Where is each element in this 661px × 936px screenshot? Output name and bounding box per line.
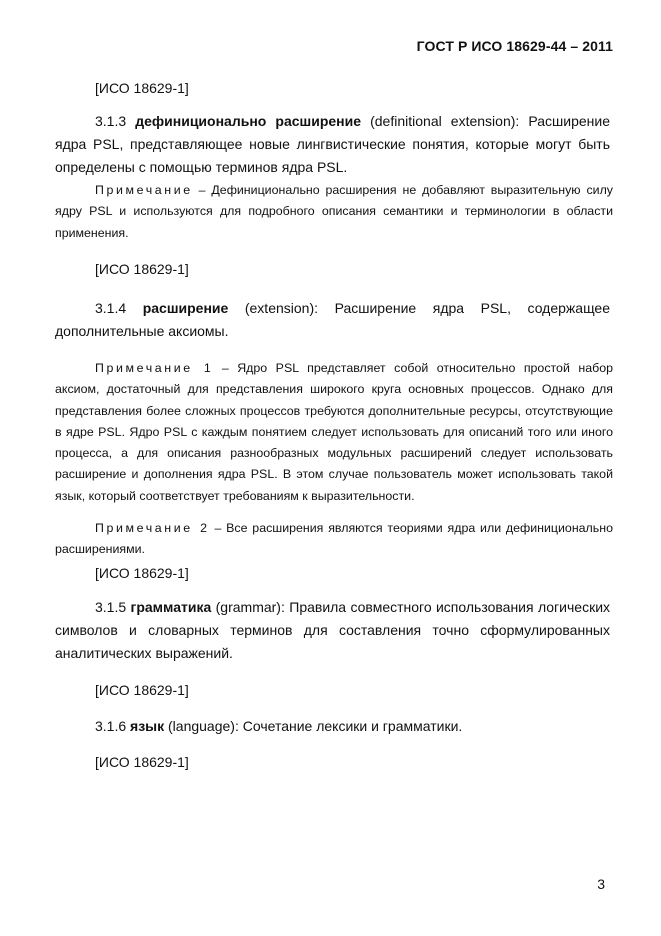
reference-iso-18629-1: [ИСО 18629-1] <box>95 682 189 698</box>
page-number: 3 <box>597 876 605 892</box>
note-text: – Дефиниционально расширения не добавляют выразительную силу ядру PSL и используются для подробного описания семантики и терминологии в области применения. <box>55 183 613 240</box>
term-name: язык <box>130 718 165 734</box>
reference-iso-18629-1: [ИСО 18629-1] <box>95 80 189 96</box>
term-3-1-4 <box>55 297 610 343</box>
term-english: (extension): <box>244 300 319 316</box>
term-number: 3.1.6 <box>95 718 127 734</box>
note-definitional-extension <box>55 180 613 244</box>
term-definition: Сочетание лексики и грамматики. <box>242 718 463 734</box>
term-english: (grammar): <box>215 599 285 615</box>
term-3-1-3 <box>55 110 610 179</box>
term-number: 3.1.5 <box>95 599 127 615</box>
term-name: расширение <box>142 300 229 316</box>
note-text: – Все расширения являются теориями ядра или дефиниционально расширениями. <box>55 521 613 557</box>
term-name: дефиниционально расширение <box>135 113 362 129</box>
note-1-extension <box>55 358 613 507</box>
document-header: ГОСТ Р ИСО 18629-44 – 2011 <box>416 38 613 54</box>
note-label: Примечание 1 <box>95 361 214 375</box>
term-definition: Расширение ядра PSL, содержащее дополнительные аксиомы. <box>55 300 611 339</box>
reference-iso-18629-1: [ИСО 18629-1] <box>95 261 189 277</box>
term-3-1-6 <box>55 715 610 738</box>
term-number: 3.1.3 <box>95 113 127 129</box>
note-label: Примечание 2 <box>95 521 210 535</box>
term-number: 3.1.4 <box>95 300 127 316</box>
term-name: грамматика <box>130 599 212 615</box>
term-definition: Правила совместного использования логических символов и словарных терминов для составления точно сформулированных аналитических выражений. <box>55 599 611 661</box>
term-english: (language): <box>168 718 239 734</box>
note-label: Примечание <box>95 183 193 197</box>
note-2-extension <box>55 518 613 561</box>
term-3-1-5 <box>55 596 610 665</box>
term-definition: Расширение ядра PSL, представляющее новые лингвистические понятия, которые могут быть определены с помощью терминов ядра PSL. <box>55 113 610 175</box>
term-english: (definitional extension): <box>370 113 520 129</box>
note-text: – Ядро PSL представляет собой относительно простой набор аксиом, достаточный для представления широкого круга основных процессов. Однако для представления более сложных процессов требуются дополнительные ресурсы, отсутствующие в ядре PSL. Ядро PSL с каждым понятием следует использовать для описаний того или иного процесса, а для описания разнообразных модульных расширений следует использовать расширение и дополнения ядра PSL. В этом случае пользователь может использовать такой язык, который соответствует требованиям к выразительности. <box>55 361 613 503</box>
reference-iso-18629-1: [ИСО 18629-1] <box>95 565 189 581</box>
reference-iso-18629-1: [ИСО 18629-1] <box>95 754 189 770</box>
